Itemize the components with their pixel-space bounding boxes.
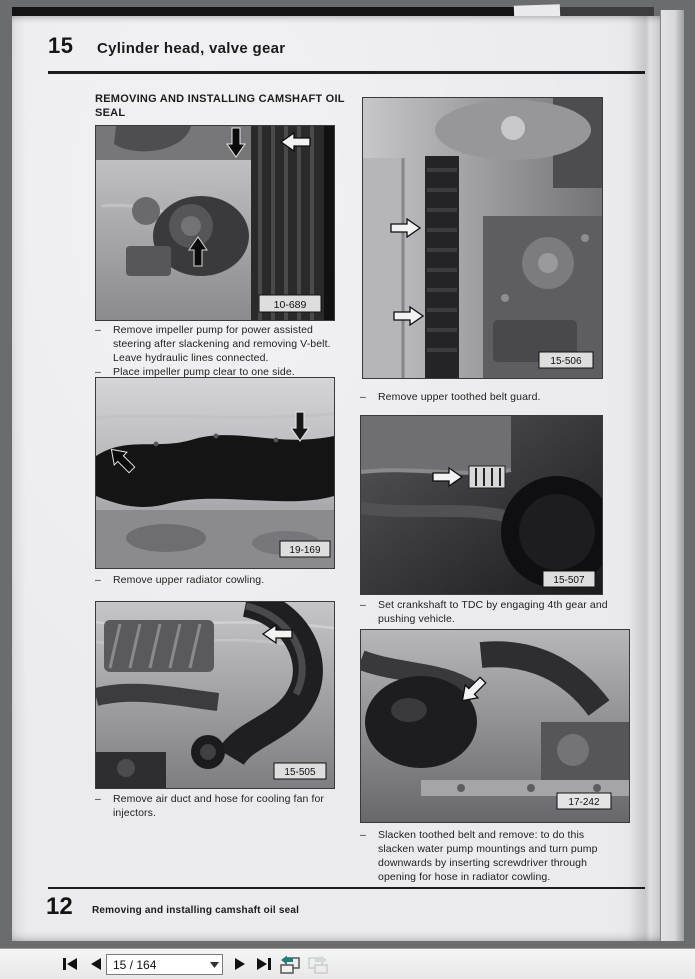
previous-page-icon [89, 957, 103, 971]
caption-text: Place impeller pump clear to one side. [113, 365, 295, 378]
caption-text: Remove air duct and hose for cooling fan for injectors. [113, 793, 325, 819]
page-number: 12 [46, 893, 73, 920]
dash-bullet: – [95, 324, 101, 336]
svg-text:15-505: 15-505 [284, 767, 316, 778]
next-view-button[interactable] [306, 952, 330, 976]
caption-text: Set crankshaft to TDC by engaging 4th gear and pushing vehicle. [378, 599, 608, 625]
figure-photo-crankshaft-tdc [360, 415, 603, 595]
figure-photo-belt-guard [362, 97, 603, 379]
page-stack-edge [660, 10, 684, 941]
page-navigation-toolbar [0, 948, 695, 979]
figure-caption [95, 324, 347, 379]
scan-edge-shadow [12, 7, 560, 16]
dash-bullet: – [360, 599, 366, 611]
next-page-icon [233, 957, 247, 971]
caption-text: Remove upper radiator cowling. [113, 574, 265, 586]
first-page-icon [61, 957, 79, 971]
header-rule [48, 71, 645, 74]
previous-page-button[interactable] [84, 952, 108, 976]
page-dropdown-arrow-icon[interactable] [206, 962, 222, 968]
next-view-icon [307, 954, 329, 974]
figure-caption [95, 574, 347, 588]
figure-photo-air-duct [95, 601, 335, 789]
next-page-button[interactable] [228, 952, 252, 976]
caption-text: Remove upper toothed belt guard. [378, 391, 541, 403]
dash-bullet: – [95, 793, 101, 805]
figure-photo-radiator-cowling [95, 377, 335, 569]
footer-title: Removing and installing camshaft oil seal [92, 905, 300, 916]
figure-label [259, 295, 321, 312]
figure-label [557, 793, 611, 809]
dash-bullet: – [360, 391, 366, 403]
first-page-button[interactable] [58, 952, 82, 976]
scanned-page [12, 16, 660, 941]
figure-label [543, 571, 595, 587]
dash-bullet: – [95, 574, 101, 586]
section-title: REMOVING AND INSTALLING CAMSHAFT OIL SEAL [95, 93, 345, 120]
last-page-icon [255, 957, 273, 971]
previous-view-button[interactable] [278, 952, 302, 976]
previous-view-icon [279, 954, 301, 974]
chapter-number: 15 [48, 33, 74, 58]
svg-text:10-689: 10-689 [273, 299, 307, 311]
figure-photo-impeller-pump [95, 125, 335, 321]
figure-label [539, 352, 593, 368]
dash-bullet: – [95, 365, 101, 378]
dash-bullet: – [360, 829, 366, 841]
figure-caption [360, 829, 606, 884]
last-page-button[interactable] [252, 952, 276, 976]
svg-text:15-507: 15-507 [553, 575, 585, 586]
figure-photo-toothed-belt [360, 629, 630, 823]
figure-label [274, 763, 326, 779]
figure-label [280, 541, 330, 557]
figure-caption [360, 391, 612, 405]
svg-text:19-169: 19-169 [289, 545, 321, 556]
scan-edge-shadow [558, 7, 654, 16]
caption-text: Slacken toothed belt and remove: to do this slacken water pump mountings and turn pump downwards by inserting screwdriver through opening for hose in radiator cowling. [378, 829, 598, 883]
chapter-title: Cylinder head, valve gear [97, 40, 286, 57]
figure-caption [360, 599, 612, 627]
page-fold-shadow [628, 16, 660, 941]
figure-caption [95, 793, 347, 821]
svg-text:15-506: 15-506 [550, 356, 582, 367]
page-indicator-box [106, 954, 223, 975]
svg-text:17-242: 17-242 [568, 797, 600, 808]
footer-rule [48, 887, 645, 889]
page-number-input[interactable] [107, 958, 206, 972]
caption-text: Remove impeller pump for power assisted steering after slackening and removing V-belt. Leave hydraulic lines connected. [113, 324, 331, 364]
